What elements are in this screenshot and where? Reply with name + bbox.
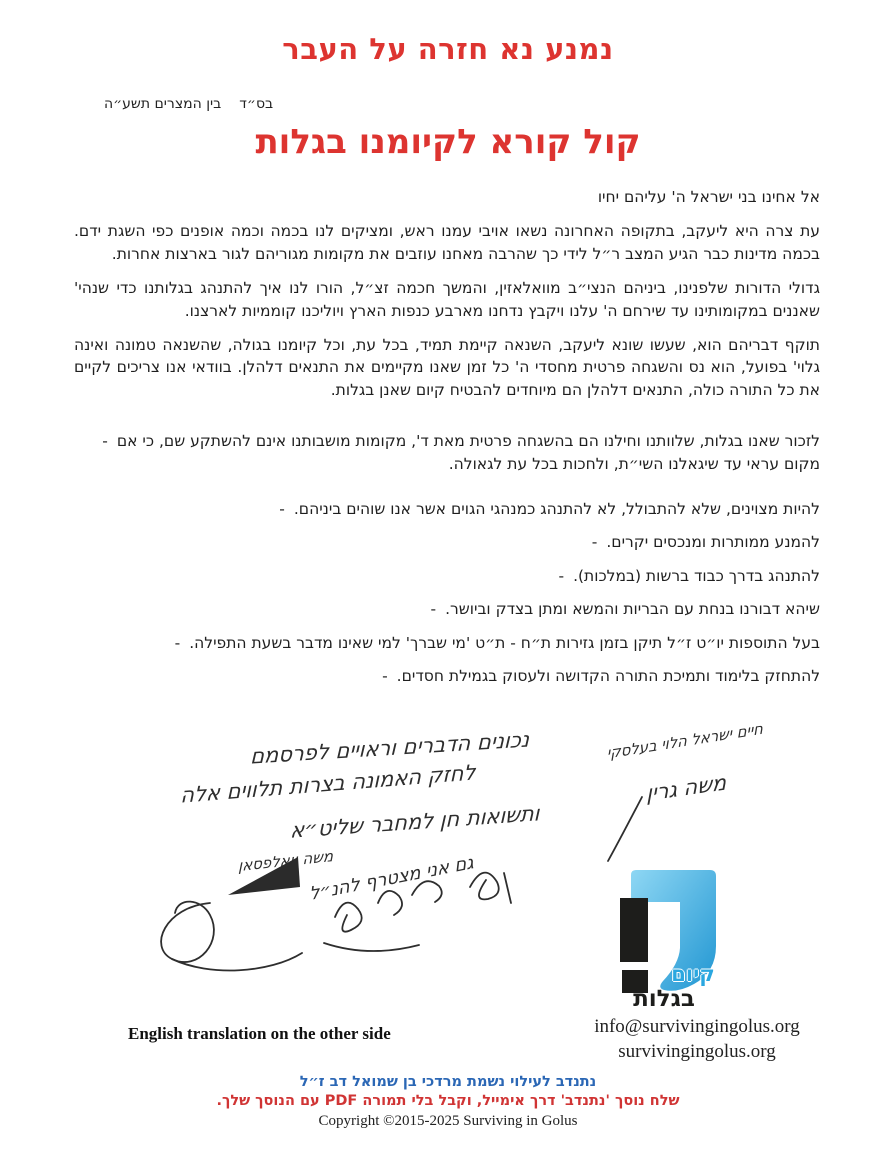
signature-flourish	[140, 845, 620, 985]
list-item-text: שיהא דבורנו בנחת עם הבריות והמשא ומתן בצדק וביושר.	[445, 600, 820, 619]
surviving-in-golus-logo	[616, 866, 722, 1012]
dash-marker: -	[591, 533, 598, 552]
logo-word-kiyum: קיום	[671, 962, 715, 986]
paragraph: תוקף דבריהם הוא, שעשו שונא ליעקב, השנאה קיימת תמיד, בכל עת, וכל קיומנו בגולה, שהשנאה טמונה ואינה גלוי' בפועל, הוא נס והשגחה פרטית מחסדי ה' כל זמן שאנו מקיימים את התנאים דלהלן. בוודאי אנו צריכים לקיים את כל התורה כולה, התנאים דלהלן הם מיוחדים להבטיח קיום שאנן בגלות.	[74, 336, 820, 399]
list-item	[102, 565, 820, 587]
list-item	[102, 665, 820, 687]
handwritten-endorsement-line: נכונים הדברים וראויים לפרסמם	[249, 727, 530, 769]
copyright-line: Copyright ©2015-2025 Surviving in Golus	[318, 1113, 578, 1129]
pdf-offer-line: שלח נוסך 'נתנדב' דרך אימייל, וקבל בלי תמורה PDF עם הנוסך שלך.	[216, 1093, 680, 1109]
dash-marker: -	[382, 667, 388, 686]
list-item	[102, 598, 820, 620]
handwritten-endorsement-line: לחזק האמונה בצרות תלווים אלה	[180, 760, 476, 808]
list-item	[102, 430, 820, 475]
dash-marker: -	[174, 633, 181, 652]
besd-date-line	[104, 96, 273, 112]
signature-name: חיים ישראל הלוי בעלסקי	[606, 719, 764, 763]
dash-marker: -	[430, 600, 437, 619]
date-label: בין המצרים תשע״ה	[104, 96, 222, 112]
signature-name: משה וואלפסאן	[238, 846, 334, 876]
dedication-line: נתנדב לעילוי נשמת מרדכי בן שמואל דב ז״ל	[299, 1074, 597, 1090]
dash-marker: -	[558, 566, 565, 585]
paragraph: עת צרה היא ליעקב, בתקופה האחרונה נשאו אויבי עמנו ראש, ומציקים לנו בכמה וכמה אופנים כפי השגת ידם. בכמה מדינות כבר הגיע המצב ר״ל לידי כך שהרבה מאחנו עוזבים את מקומות מגוריהם לגור בארצות אחרות.	[74, 222, 820, 263]
letter-body	[74, 186, 820, 699]
dash-marker: -	[102, 432, 108, 451]
main-title: קול קורא לקיומנו בגלות	[255, 122, 641, 162]
besd-label: בס״ד	[239, 96, 274, 112]
english-translation-note: English translation on the other side	[128, 1024, 391, 1043]
signature-name: משה גרין	[646, 770, 727, 806]
handwritten-endorsement-line: ותשואות חן למחבר שליט״א	[289, 801, 540, 843]
list-item-text: להתנהג בדרך כבוד ברשות (במלכות).	[573, 566, 820, 585]
list-item-text: לזכור שאנו בגלות, שלוותנו וחילנו הם בהשגחה פרטית מאת ד', מקומות מושבותנו אינם להשתקע שם, כי אם מקום עראי עד שיגאלנו השי״ת, ולחכות בכל עת לגאולה.	[116, 432, 820, 473]
signature-joining-line: גם אני מצטרף להנ״ל	[308, 852, 475, 905]
greeting-line: אל אחינו בני ישראל ה' עליהם יחיו	[597, 188, 820, 206]
list-item-text: להתחזק בלימוד ותמיכת התורה הקדושה ולעסוק בגמילת חסדים.	[396, 667, 820, 686]
dash-marker: -	[279, 500, 285, 519]
list-item	[102, 632, 820, 654]
conditions-list	[74, 430, 820, 687]
website-address: survivingingolus.org	[618, 1041, 776, 1062]
list-item-text: להמנע ממותרות ומנכסים יקרים.	[606, 533, 820, 552]
list-item-text: להיות מצוינים, שלא להתבולל, לא להתנהג כמנהגי הגוים אשר אנו שוהים ביניהם.	[293, 500, 820, 519]
logo-word-bgolus: בגלות	[633, 986, 695, 1012]
list-item	[102, 498, 820, 520]
email-address: info@survivingingolus.org	[594, 1016, 800, 1037]
contact-block	[556, 1014, 838, 1064]
paragraph: גדולי הדורות שלפנינו, ביניהם הנצי״ב מוואלאזין, והמשך חכמה זצ״ל, הורו לנו איך להתנהג בגלותנו כדי שנהי' שאננים במקומותינו עד שירחם ה' עלנו ויקבץ נדחנו מארבע כנפות הארץ ויוליכנו קוממיות לארצנו.	[74, 279, 820, 320]
list-item-text: בעל התוספות יו״ט ז״ל תיקן בזמן גזירות ת״ח - ת״ט 'מי שברך' למי שאינו מדבר בשעת התפילה.	[189, 633, 820, 652]
signature-stroke	[600, 795, 660, 865]
secondary-title: נמנע נא חזרה על העבר	[282, 32, 614, 66]
list-item	[102, 531, 820, 553]
